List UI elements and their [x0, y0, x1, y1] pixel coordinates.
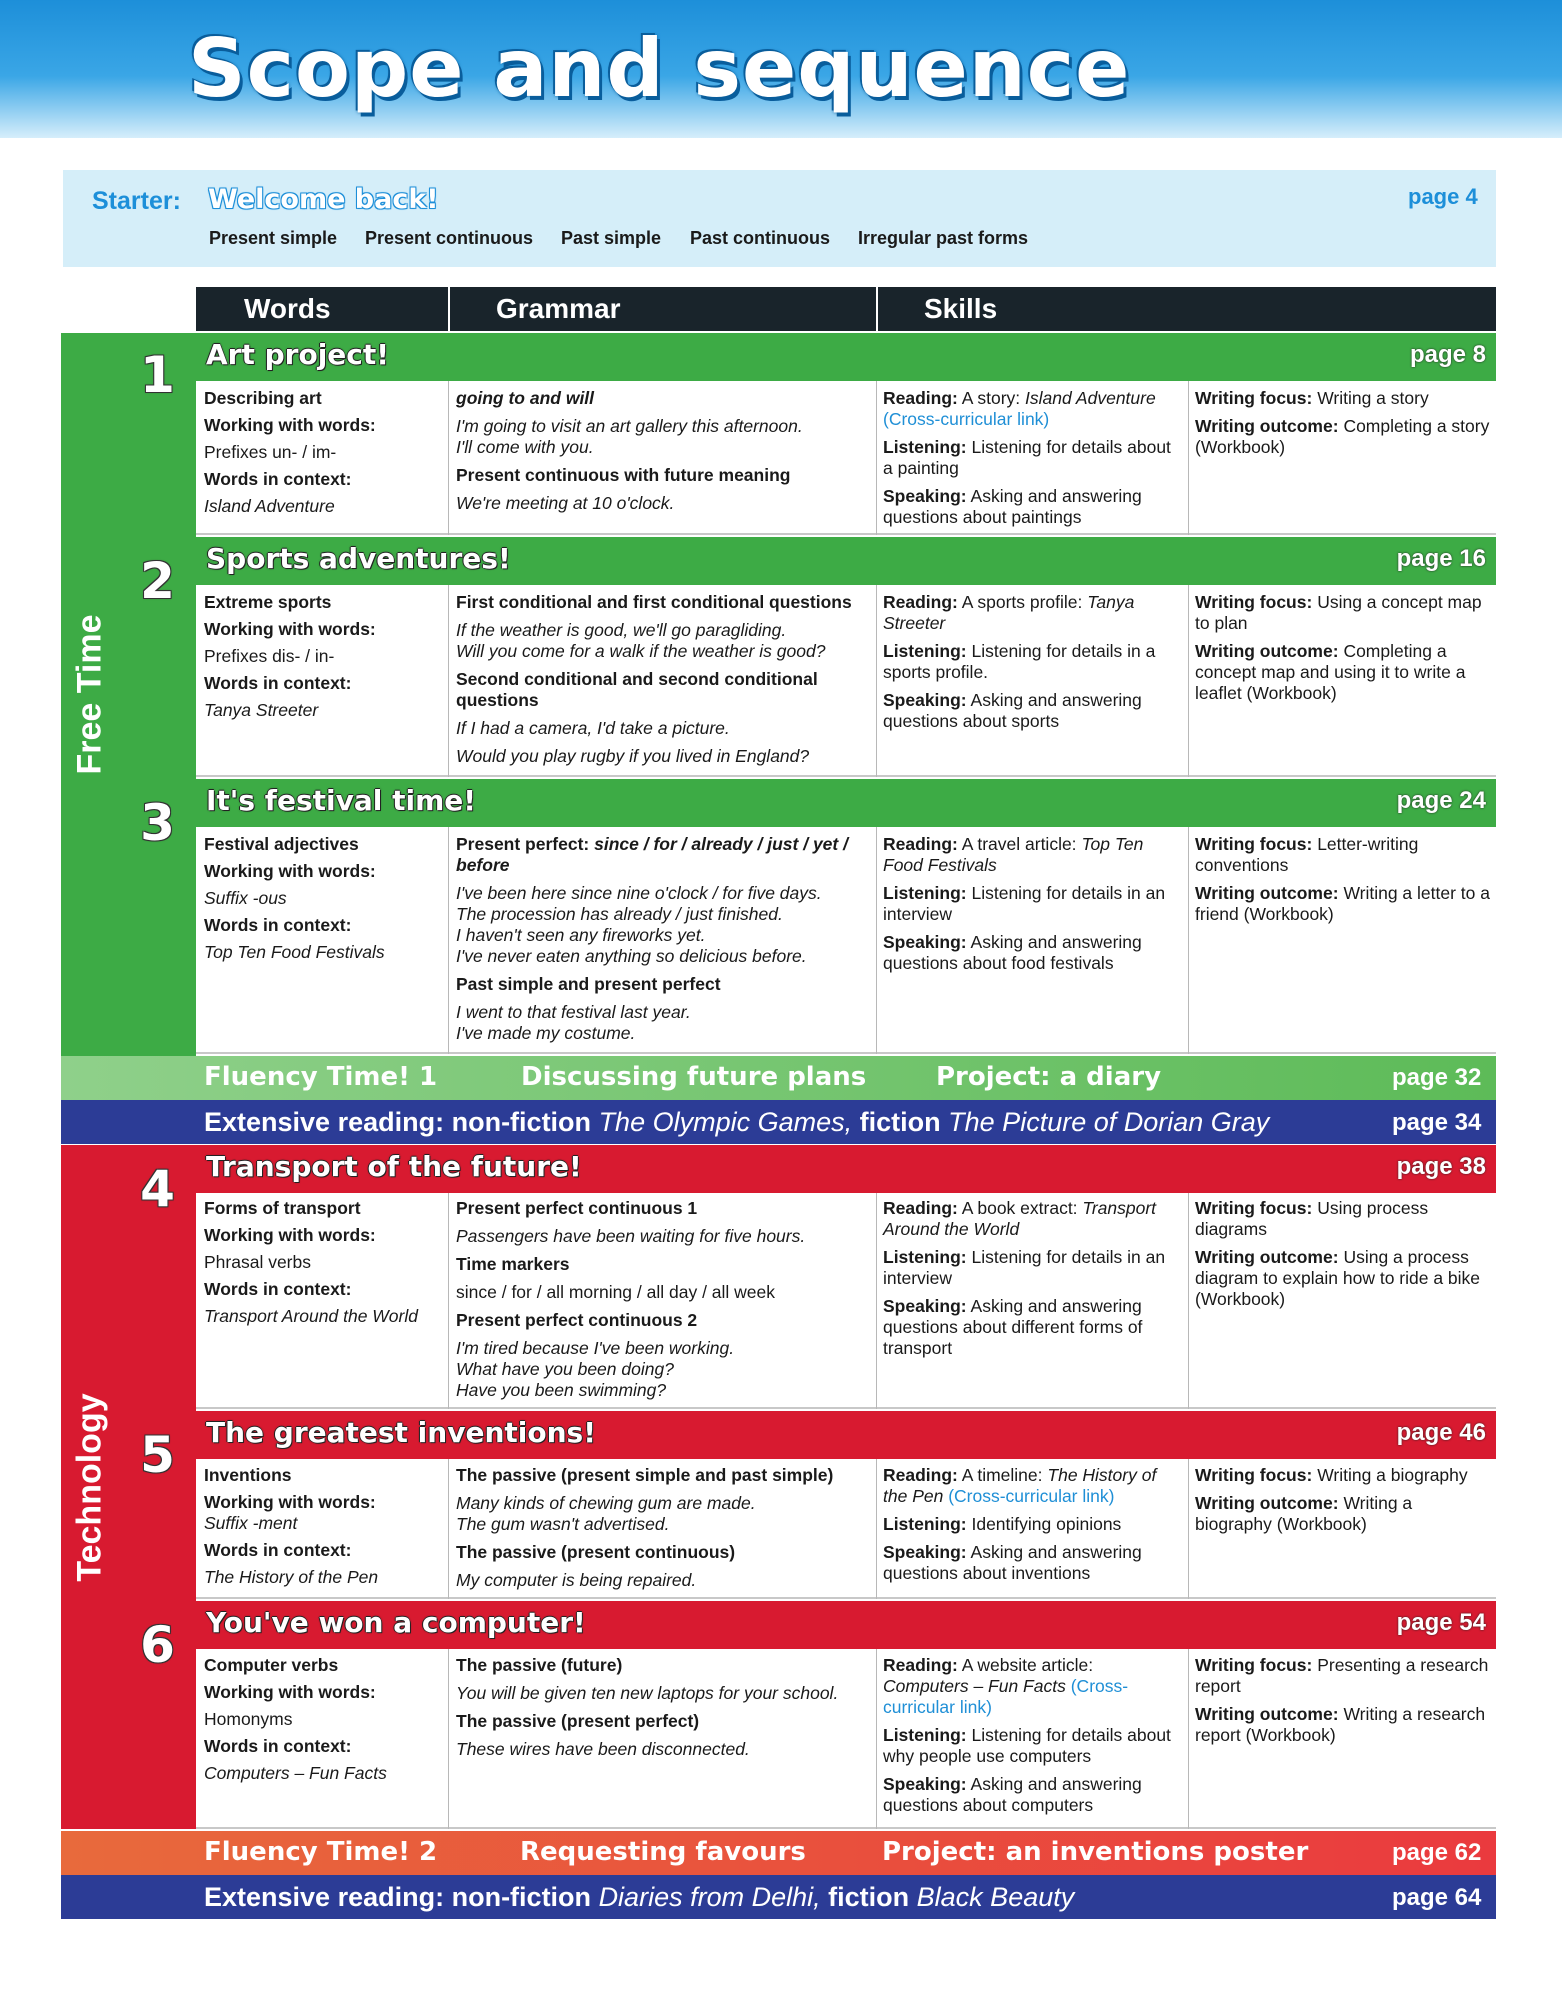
reading-label: Reading:: [883, 834, 958, 854]
reading-title: Top Ten Food Festivals: [883, 834, 1144, 875]
grammar-example: I've made my costume.: [456, 1023, 636, 1043]
speaking-value: Asking and answering questions about paintings: [883, 486, 1142, 527]
writing-outcome-value: Completing a story (Workbook): [1195, 416, 1490, 457]
free-time-number-column: [119, 333, 196, 1056]
grammar-example: If I had a camera, I'd take a picture.: [456, 718, 730, 738]
words-topic: Computer verbs: [204, 1655, 339, 1675]
starter-title: Welcome back!: [208, 184, 439, 215]
speaking-value: Asking and answering questions about food festivals: [883, 932, 1142, 973]
words-cell: [204, 1198, 444, 1327]
writing-outcome-value: Writing a biography (Workbook): [1195, 1493, 1413, 1534]
grammar-example: Would you play rugby if you lived in England?: [456, 746, 810, 766]
unit-page: page 8: [1409, 341, 1486, 368]
grammar-heading: The passive (present continuous): [456, 1542, 736, 1562]
grammar-heading: First conditional and first conditional questions: [456, 592, 852, 612]
words-wl-label: Working with words:: [204, 1682, 376, 1702]
technology-label: Technology: [70, 1392, 109, 1582]
reading-value: A story:: [961, 388, 1021, 408]
reading-title: Tanya Streeter: [883, 592, 1135, 633]
words-context-value: Top Ten Food Festivals: [204, 942, 385, 962]
unit-page: page 54: [1396, 1609, 1486, 1636]
grammar-heading: Second conditional and second conditional questions: [456, 669, 818, 710]
technology-number-column: [119, 1145, 196, 1829]
writing-focus-label: Writing focus:: [1195, 388, 1313, 408]
speaking-label: Speaking:: [883, 932, 967, 952]
header-divider: [876, 287, 878, 331]
listening-value: Identifying opinions: [971, 1514, 1122, 1534]
grammar-cell: [456, 1198, 871, 1408]
grammar-heading: The passive (present perfect): [456, 1711, 700, 1731]
listening-label: Listening:: [883, 641, 967, 661]
starter-topic: Present continuous: [365, 228, 534, 248]
words-topic: Inventions: [204, 1465, 292, 1485]
words-wl-value: Prefixes un- / im-: [204, 442, 337, 462]
unit-number: 5: [140, 1426, 175, 1484]
writing-cell: [1195, 388, 1490, 465]
reading-value: A travel article:: [961, 834, 1077, 854]
grammar-cell: [456, 1655, 871, 1767]
listening-value: Listening for details about a painting: [883, 437, 1171, 478]
reading-value: A website article:: [961, 1655, 1094, 1675]
writing-outcome-label: Writing outcome:: [1195, 1493, 1339, 1513]
cross-curricular-link[interactable]: (Cross-curricular link): [883, 1676, 1129, 1717]
grammar-example: since / for / all morning / all day / all week: [456, 1282, 776, 1302]
unit-header: [196, 333, 1496, 381]
writing-focus-value: Letter-writing conventions: [1195, 834, 1419, 875]
header-grammar: Grammar: [496, 293, 621, 324]
unit-page: page 38: [1396, 1153, 1486, 1180]
reading-label: Reading:: [883, 1655, 958, 1675]
fluency-topic: Discussing future plans: [521, 1062, 867, 1092]
speaking-label: Speaking:: [883, 1774, 967, 1794]
fluency-page: page 32: [1392, 1064, 1482, 1091]
listening-label: Listening:: [883, 883, 967, 903]
writing-outcome-value: Writing a research report (Workbook): [1195, 1704, 1486, 1745]
grammar-heading-keywords: since / for / already / just / yet / before: [456, 834, 848, 875]
grammar-heading: Present perfect continuous 2: [456, 1310, 698, 1330]
reading-label: Reading:: [883, 388, 958, 408]
grammar-example: Many kinds of chewing gum are made.: [456, 1493, 756, 1513]
writing-outcome-value: Completing a concept map and using it to write a leaflet (Workbook): [1195, 641, 1466, 703]
fluency-topic: Requesting favours: [520, 1837, 806, 1867]
writing-outcome-label: Writing outcome:: [1195, 883, 1339, 903]
starter-page: page 4: [1408, 184, 1478, 209]
words-context-label: Words in context:: [204, 915, 352, 935]
listening-label: Listening:: [883, 437, 967, 457]
grammar-cell: [456, 1465, 871, 1598]
column-divider: [876, 585, 877, 777]
speaking-label: Speaking:: [883, 1542, 967, 1562]
cross-curricular-link[interactable]: (Cross-curricular link): [883, 409, 1050, 429]
skills-cell: [883, 1465, 1183, 1591]
words-context-value: Computers – Fun Facts: [204, 1763, 387, 1783]
fluency-project: Project: an inventions poster: [882, 1837, 1309, 1867]
grammar-heading: The passive (future): [456, 1655, 623, 1675]
page-title: Scope and sequence: [188, 22, 1131, 115]
reading-title: Transport Around the World: [883, 1198, 1157, 1239]
writing-outcome-label: Writing outcome:: [1195, 1704, 1339, 1724]
column-divider: [448, 381, 449, 535]
column-divider: [876, 381, 877, 535]
words-wl-label: Working with words:: [204, 415, 376, 435]
grammar-example: My computer is being repaired.: [456, 1570, 697, 1590]
words-cell: [204, 592, 444, 721]
words-cell: [204, 834, 444, 963]
words-wl-label: Working with words:: [204, 861, 376, 881]
column-divider: [448, 1459, 449, 1599]
writing-focus-label: Writing focus:: [1195, 1198, 1313, 1218]
speaking-label: Speaking:: [883, 1296, 967, 1316]
speaking-value: Asking and answering questions about sports: [883, 690, 1142, 731]
listening-label: Listening:: [883, 1247, 967, 1267]
grammar-example: I'm tired because I've been working.: [456, 1338, 735, 1358]
extensive-page: page 34: [1392, 1109, 1482, 1136]
writing-cell: [1195, 1655, 1490, 1753]
reading-title: The History of the Pen: [883, 1465, 1157, 1506]
unit-title: It's festival time!: [206, 784, 477, 817]
words-cell: [204, 388, 444, 517]
words-context-value: Transport Around the World: [204, 1306, 418, 1326]
speaking-value: Asking and answering questions about inventions: [883, 1542, 1142, 1583]
words-wl-label: Working with words:: [204, 1225, 376, 1245]
column-divider: [876, 1193, 877, 1409]
column-divider: [448, 1649, 449, 1829]
unit-page: page 46: [1396, 1419, 1486, 1446]
words-topic: Festival adjectives: [204, 834, 359, 854]
writing-focus-value: Writing a biography: [1317, 1465, 1468, 1485]
skills-cell: [883, 388, 1183, 535]
grammar-example: What have you been doing?: [456, 1359, 674, 1379]
starter-topic: Present simple: [209, 228, 338, 248]
grammar-heading: Past simple and present perfect: [456, 974, 721, 994]
words-context-label: Words in context:: [204, 1736, 352, 1756]
writing-cell: [1195, 592, 1490, 711]
grammar-heading: Time markers: [456, 1254, 570, 1274]
grammar-example: I went to that festival last year.: [456, 1002, 691, 1022]
unit-title: The greatest inventions!: [206, 1416, 596, 1449]
grammar-example: We're meeting at 10 o'clock.: [456, 493, 675, 513]
grammar-example: Passengers have been waiting for five hours.: [456, 1226, 806, 1246]
column-divider: [876, 827, 877, 1054]
column-divider: [1188, 1459, 1189, 1599]
speaking-label: Speaking:: [883, 486, 967, 506]
unit-page: page 24: [1396, 787, 1486, 814]
unit-number: 2: [140, 552, 175, 610]
column-divider: [1188, 1649, 1189, 1829]
writing-focus-value: Using process diagrams: [1195, 1198, 1429, 1239]
grammar-cell: [456, 834, 871, 1051]
words-wl-value: Suffix -ment: [204, 1513, 298, 1533]
column-divider: [1188, 1193, 1189, 1409]
words-context-value: The History of the Pen: [204, 1567, 379, 1587]
listening-value: Listening for details about why people use computers: [883, 1725, 1171, 1766]
grammar-example: The procession has already / just finished.: [456, 904, 783, 924]
extensive-reading-text: Extensive reading: non-fiction The Olympic Games, fiction The Picture of Dorian Gray: [204, 1107, 1270, 1137]
writing-outcome-label: Writing outcome:: [1195, 416, 1339, 436]
grammar-example: I've never eaten anything so delicious before.: [456, 946, 807, 966]
reading-value: A sports profile:: [961, 592, 1083, 612]
starter-topic: Past simple: [561, 228, 662, 248]
grammar-example: Have you been swimming?: [456, 1380, 667, 1400]
header-skills: Skills: [924, 293, 998, 324]
free-time-label: Free Time: [70, 614, 109, 775]
grammar-heading: The passive (present simple and past simple): [456, 1465, 834, 1485]
listening-label: Listening:: [883, 1514, 967, 1534]
writing-focus-value: Writing a story: [1317, 388, 1429, 408]
unit-title: You've won a computer!: [206, 1606, 586, 1639]
words-context-label: Words in context:: [204, 469, 352, 489]
writing-outcome-label: Writing outcome:: [1195, 641, 1339, 661]
words-context-label: Words in context:: [204, 673, 352, 693]
writing-cell: [1195, 1198, 1490, 1317]
writing-outcome-value: Using a process diagram to explain how to ride a bike (Workbook): [1195, 1247, 1481, 1309]
unit-number: 6: [140, 1616, 175, 1674]
column-divider: [876, 1649, 877, 1829]
listening-label: Listening:: [883, 1725, 967, 1745]
column-header-row: [196, 287, 1496, 331]
unit-page: page 16: [1396, 545, 1486, 572]
column-divider: [1188, 827, 1189, 1054]
skills-cell: [883, 1198, 1183, 1366]
words-cell: [204, 1465, 444, 1588]
fluency-label: Fluency Time! 2: [204, 1837, 438, 1867]
writing-focus-label: Writing focus:: [1195, 592, 1313, 612]
words-topic: Describing art: [204, 388, 322, 408]
starter-topic: Past continuous: [690, 228, 831, 248]
writing-outcome-label: Writing outcome:: [1195, 1247, 1339, 1267]
extensive-page: page 64: [1392, 1884, 1482, 1911]
writing-cell: [1195, 1465, 1490, 1542]
speaking-value: Asking and answering questions about computers: [883, 1774, 1142, 1815]
writing-focus-label: Writing focus:: [1195, 834, 1313, 854]
writing-focus-label: Writing focus:: [1195, 1655, 1313, 1675]
writing-focus-value: Using a concept map to plan: [1195, 592, 1482, 633]
skills-cell: [883, 1655, 1183, 1823]
grammar-example: I haven't seen any fireworks yet.: [456, 925, 706, 945]
words-wl-value: Phrasal verbs: [204, 1252, 311, 1272]
grammar-heading: Present perfect continuous 1: [456, 1198, 698, 1218]
grammar-example: The gum wasn't advertised.: [456, 1514, 670, 1534]
starter-label: Starter:: [92, 187, 181, 215]
grammar-example: You will be given ten new laptops for your school.: [456, 1683, 839, 1703]
reading-label: Reading:: [883, 1198, 958, 1218]
listening-value: Listening for details in an interview: [883, 883, 1166, 924]
reading-label: Reading:: [883, 1465, 958, 1485]
words-context-label: Words in context:: [204, 1540, 352, 1560]
fluency-project: Project: a diary: [936, 1062, 1162, 1092]
fluency-label: Fluency Time! 1: [204, 1062, 438, 1092]
unit-title: Transport of the future!: [206, 1150, 582, 1183]
starter-topic: Irregular past forms: [858, 228, 1029, 248]
unit-number: 4: [140, 1160, 175, 1218]
words-wl-label: Working with words:: [204, 619, 376, 639]
grammar-heading: Present continuous with future meaning: [456, 465, 791, 485]
column-divider: [1188, 381, 1189, 535]
words-topic: Extreme sports: [204, 592, 332, 612]
words-wl-value: Prefixes dis- / in-: [204, 646, 335, 666]
column-divider: [1188, 585, 1189, 777]
grammar-heading: Present perfect:: [456, 834, 590, 854]
listening-value: Listening for details in an interview: [883, 1247, 1166, 1288]
column-divider: [448, 827, 449, 1054]
writing-cell: [1195, 834, 1490, 932]
fluency-page: page 62: [1392, 1839, 1482, 1866]
skills-cell: [883, 592, 1183, 739]
words-wl-value: Homonyms: [204, 1709, 293, 1729]
cross-curricular-link[interactable]: (Cross-curricular link): [948, 1486, 1115, 1506]
grammar-example: I'm going to visit an art gallery this afternoon.: [456, 416, 803, 436]
grammar-example: These wires have been disconnected.: [456, 1739, 750, 1759]
skills-cell: [883, 834, 1183, 981]
grammar-example: I've been here since nine o'clock / for five days.: [456, 883, 822, 903]
header-words: Words: [244, 293, 331, 324]
listening-value: Listening for details in a sports profile.: [883, 641, 1156, 682]
unit-title: Sports adventures!: [206, 542, 511, 575]
words-wl-value: Suffix -ous: [204, 888, 287, 908]
unit-number: 1: [140, 346, 175, 404]
words-context-value: Tanya Streeter: [204, 700, 319, 720]
words-topic: Forms of transport: [204, 1198, 361, 1218]
unit-title: Art project!: [206, 338, 390, 371]
reading-value: A book extract:: [961, 1198, 1078, 1218]
column-divider: [448, 585, 449, 777]
unit-number: 3: [140, 794, 175, 852]
reading-label: Reading:: [883, 592, 958, 612]
writing-focus-value: Presenting a research report: [1195, 1655, 1489, 1696]
grammar-heading: going to and will: [456, 388, 595, 408]
header-divider: [448, 287, 450, 331]
words-context-value: Island Adventure: [204, 496, 335, 516]
grammar-example: I'll come with you.: [456, 437, 594, 457]
words-context-label: Words in context:: [204, 1279, 352, 1299]
extensive-reading-text: Extensive reading: non-fiction Diaries from Delhi, fiction Black Beauty: [204, 1882, 1075, 1912]
words-cell: [204, 1655, 444, 1784]
speaking-value: Asking and answering questions about different forms of transport: [883, 1296, 1143, 1358]
writing-outcome-value: Writing a letter to a friend (Workbook): [1195, 883, 1490, 924]
column-divider: [448, 1193, 449, 1409]
reading-title: Computers – Fun Facts: [883, 1676, 1066, 1696]
speaking-label: Speaking:: [883, 690, 967, 710]
grammar-cell: [456, 388, 871, 521]
words-wl-label: Working with words:: [204, 1492, 376, 1512]
writing-focus-label: Writing focus:: [1195, 1465, 1313, 1485]
reading-title: Island Adventure: [1025, 388, 1156, 408]
column-divider: [876, 1459, 877, 1599]
reading-value: A timeline:: [961, 1465, 1043, 1485]
grammar-example: If the weather is good, we'll go paragliding.: [456, 620, 787, 640]
grammar-cell: [456, 592, 871, 774]
grammar-example: Will you come for a walk if the weather is good?: [456, 641, 826, 661]
